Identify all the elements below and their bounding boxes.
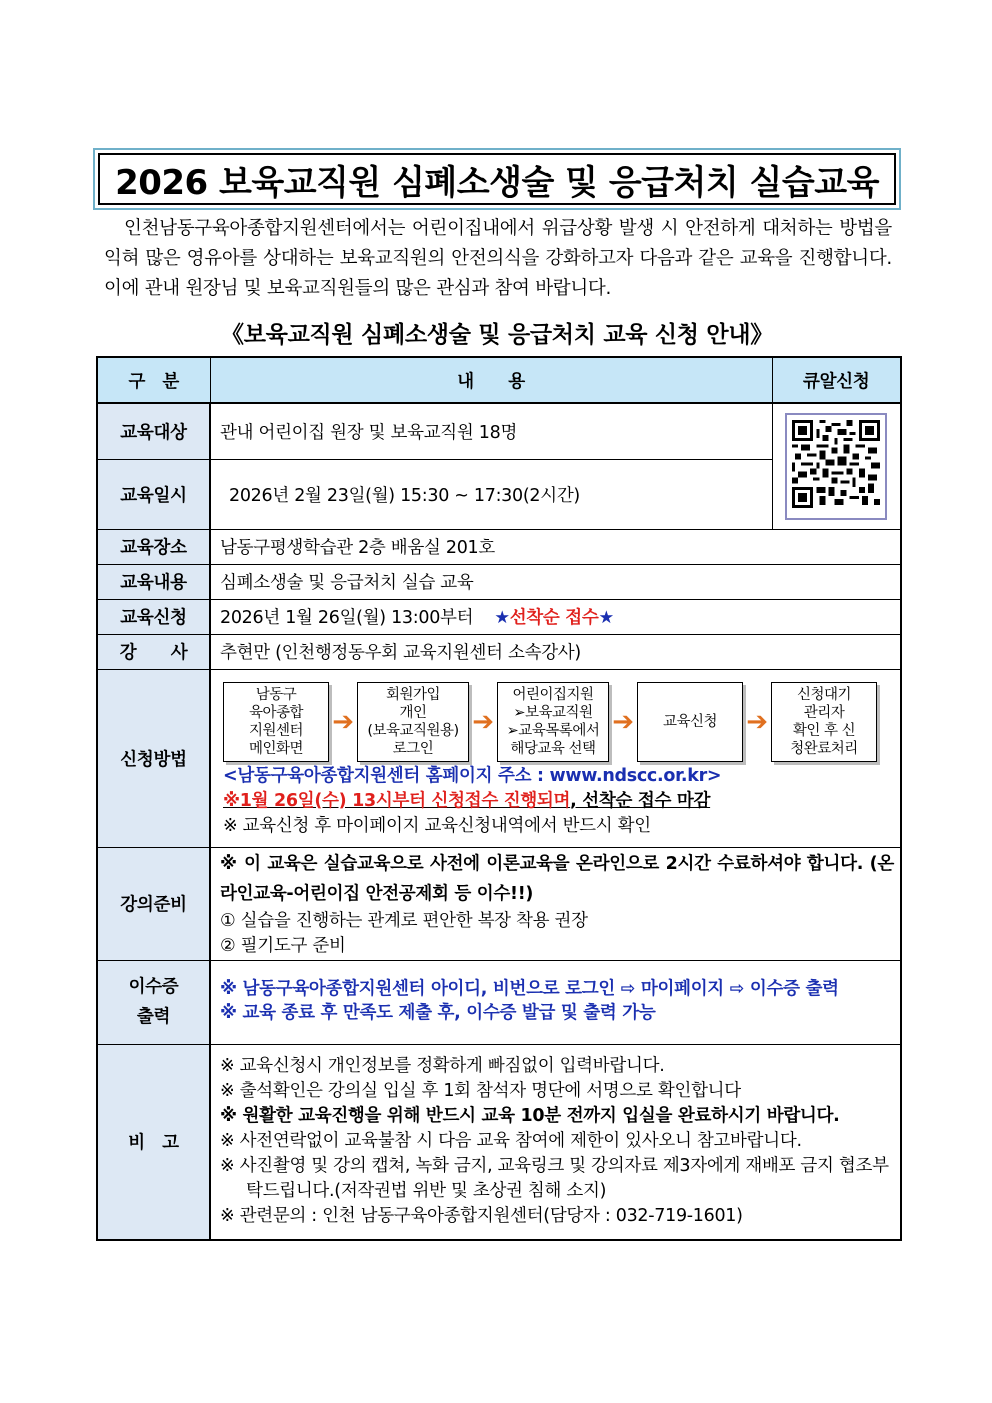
- intro-text: 인천남동구육아종합지원센터에서는 어린이집내에서 위급상황 발생 시 안전하게 대처하는 방법을 익혀 많은 영유아를 상대하는 보육교직원의 안전의식을 강화하고자 다음과 같은 교육을 진행합니다. 이에 관내 원장님 및 보육교직원들의 많은 관심과 참여 바랍니다.: [104, 218, 892, 299]
- value-target: 관내 어린이집 원장 및 보육교직원 18명: [210, 403, 772, 459]
- label-prep: 강의준비: [97, 847, 210, 960]
- row-notes: [97, 1044, 901, 1240]
- page-title: 2026 보육교직원 심폐소생술 및 응급처치 실습교육: [98, 153, 896, 205]
- apply-notice: ※1월 26일(수) 13시부터 신청접수 진행되며, 선착순 접수 마감: [223, 791, 711, 811]
- row-content: [97, 564, 901, 599]
- application-flow: [223, 682, 900, 762]
- label-date: 교육일시: [97, 459, 210, 529]
- qr-code-icon[interactable]: [785, 413, 887, 520]
- value-content: 심폐소생술 및 응급처치 실습 교육: [210, 564, 901, 599]
- label-method: 신청방법: [97, 669, 210, 847]
- row-instructor: [97, 634, 901, 669]
- star-icon-right: ★: [598, 608, 614, 628]
- row-apply: [97, 599, 901, 634]
- note-item: ※ 사진촬영 및 강의 캡쳐, 녹화 금지, 교육링크 및 강의자료 제3자에게 재배포 금지 협조부탁드립니다.(저작권법 위반 및 초상권 침해 소지): [220, 1156, 889, 1202]
- label-apply: 교육신청: [97, 599, 210, 634]
- arrow-right-icon: ➔: [472, 707, 494, 737]
- prep-line-1: ※ 이 교육은 실습교육으로 사전에 이론교육을 온라인으로 2시간 수료하셔야 합니다. (온라인교육-어린이집 안전공제회 등 이수!!): [220, 853, 894, 904]
- prep-line-3: ② 필기도구 준비: [220, 935, 346, 956]
- header-content: 내 용: [210, 357, 772, 403]
- value-prep: [210, 847, 901, 960]
- flow-step-1: 남동구 육아종합 지원센터 메인화면: [223, 682, 329, 762]
- note-item: ※ 교육신청시 개인정보를 정확하게 빠짐없이 입력바랍니다.: [220, 1056, 665, 1077]
- star-icon-left: ★: [494, 608, 510, 628]
- value-method: [210, 669, 901, 847]
- section-subtitle: 《보육교직원 심폐소생술 및 응급처치 교육 신청 안내》: [221, 322, 773, 348]
- note-item: ※ 출석확인은 강의실 입실 후 1회 참석자 명단에 서명으로 확인합니다: [220, 1081, 741, 1102]
- label-place: 교육장소: [97, 529, 210, 564]
- label-notes: 비 고: [97, 1044, 210, 1240]
- arrow-right-icon: ➔: [746, 707, 768, 737]
- arrow-right-icon: ➔: [332, 707, 354, 737]
- note-item: ※ 원활한 교육진행을 위해 반드시 교육 10분 전까지 입실을 완료하시기 바랍니다.: [220, 1106, 840, 1127]
- value-date: 2026년 2월 23일(월) 15:30 ~ 17:30(2시간): [210, 459, 772, 529]
- value-cert: [210, 960, 901, 1044]
- row-place: [97, 529, 901, 564]
- cert-line-1: ※ 남동구육아종합지원센터 아이디, 비번으로 로그인 ⇨ 마이페이지 ⇨ 이수증 출력: [220, 979, 839, 999]
- info-table: [96, 356, 902, 1241]
- apply-highlight: 선착순 접수: [509, 608, 599, 628]
- value-place: 남동구평생학습관 2층 배움실 201호: [210, 529, 901, 564]
- check-notice: ※ 교육신청 후 마이페이지 교육신청내역에서 반드시 확인: [223, 816, 651, 836]
- label-cert: 이수증 출력: [97, 960, 210, 1044]
- apply-date: 2026년 1월 26일(월) 13:00부터: [220, 608, 474, 628]
- arrow-right-icon: ➔: [612, 707, 634, 737]
- note-item: ※ 관련문의 : 인천 남동구육아종합지원센터(담당자 : 032-719-1601): [220, 1206, 743, 1227]
- note-item: ※ 사전연락없이 교육불참 시 다음 교육 참여에 제한이 있사오니 참고바랍니다.: [220, 1131, 802, 1152]
- value-apply: [210, 599, 901, 634]
- row-cert: [97, 960, 901, 1044]
- flow-step-2: 회원가입 개인 (보육교직원용) 로그인: [357, 682, 469, 762]
- flow-step-4: 교육신청: [637, 682, 743, 762]
- label-instructor: 강 사: [97, 634, 210, 669]
- row-target: [97, 403, 901, 459]
- row-method: [97, 669, 901, 847]
- value-instructor: 추현만 (인천행정동우회 교육지원센터 소속강사): [210, 634, 901, 669]
- header-qr: 큐알신청: [772, 357, 901, 403]
- label-content: 교육내용: [97, 564, 210, 599]
- title-frame: [93, 148, 901, 210]
- row-prep: [97, 847, 901, 960]
- flow-step-5: 신청대기 관리자 확인 후 신 청완료처리: [771, 682, 877, 762]
- table-header-row: [97, 357, 901, 403]
- flow-step-3: 어린이집지원 ➢보육교직원 ➢교육목록에서 해당교육 선택: [497, 682, 609, 762]
- prep-line-2: ① 실습을 진행하는 관계로 편안한 복장 착용 권장: [220, 910, 588, 931]
- intro-paragraph: [104, 214, 892, 304]
- homepage-address: <남동구육아종합지원센터 홈페이지 주소 : www.ndscc.or.kr>: [223, 766, 722, 786]
- qr-cell: [772, 403, 901, 529]
- header-category: 구 분: [97, 357, 210, 403]
- value-notes: [210, 1044, 901, 1240]
- label-target: 교육대상: [97, 403, 210, 459]
- cert-line-2: ※ 교육 종료 후 만족도 제출 후, 이수증 발급 및 출력 가능: [220, 1003, 656, 1023]
